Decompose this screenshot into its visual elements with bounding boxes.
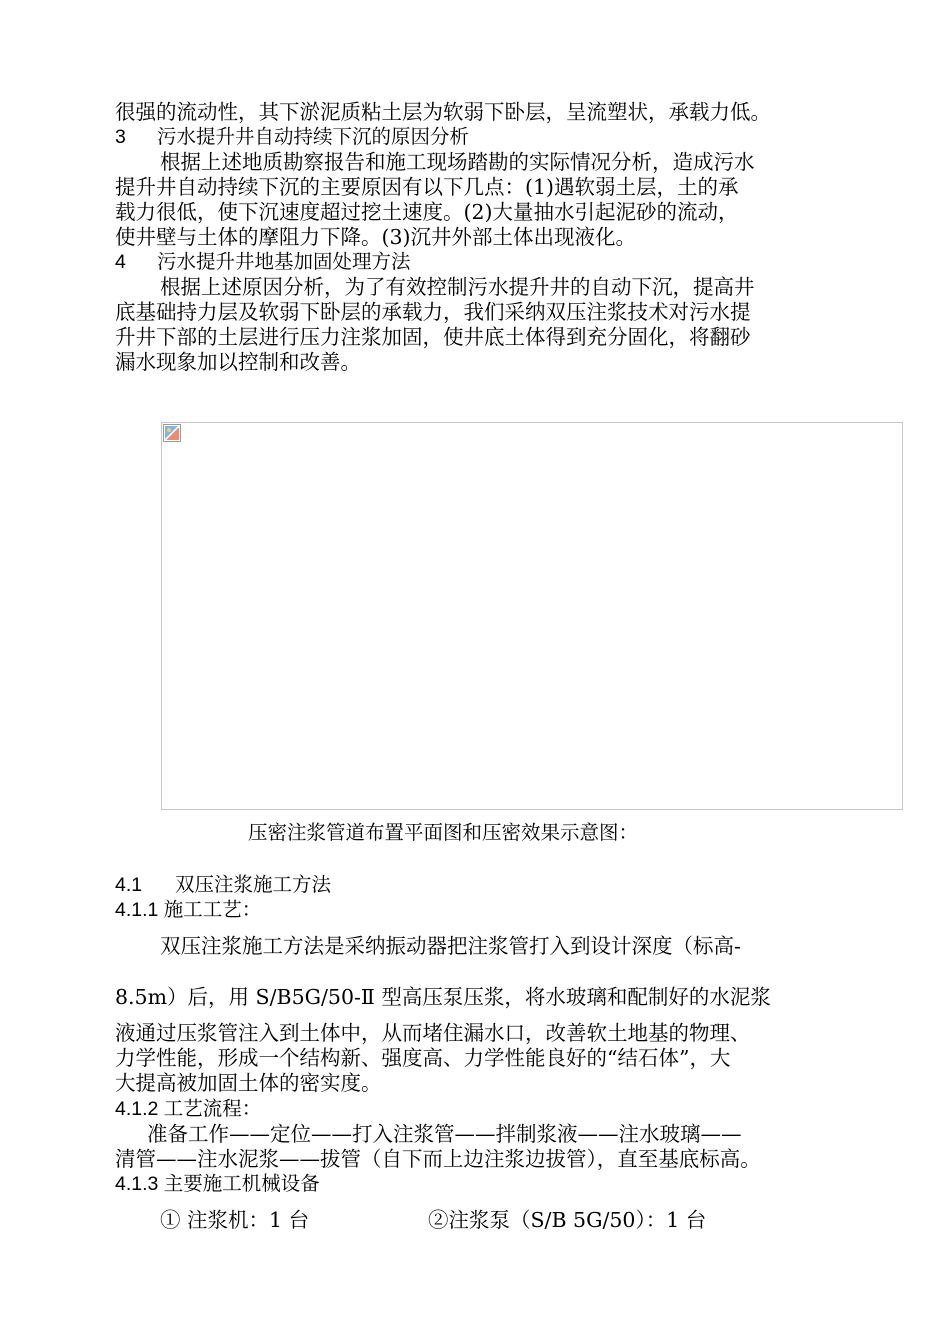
paragraph-line: 清管——注水泥浆——拔管（自下而上边注浆边拔管），直至基底标高。: [115, 1147, 761, 1171]
section-number: 3: [115, 126, 126, 148]
equipment-list: [160, 1208, 920, 1232]
section-4-1-3-heading: 4.1.3 主要施工机械设备: [115, 1173, 320, 1195]
paragraph-line: 使井壁与土体的摩阻力下降。(3)沉井外部土体出现液化。: [115, 225, 637, 249]
paragraph-line: 大提高被加固土体的密实度。: [115, 1071, 382, 1095]
section-4-1-heading: [115, 873, 875, 897]
section-4-1-2-heading: 4.1.2 工艺流程：: [115, 1098, 262, 1120]
section-title: 污水提升井地基加固处理方法: [157, 251, 411, 273]
broken-image-icon: [163, 424, 181, 442]
paragraph-line: 底基础持力层及软弱下卧层的承载力，我们采纳双压注浆技术对污水提: [115, 300, 751, 324]
section-3-heading: [115, 125, 875, 149]
paragraph-line: 根据上述原因分析，为了有效控制污水提升井的自动下沉，提高井: [160, 275, 755, 299]
paragraph-line: 提升井自动持续下沉的主要原因有以下几点：(1)遇软弱土层，土的承: [115, 175, 739, 199]
paragraph-line: 载力很低，使下沉速度超过挖土速度。(2)大量抽水引起泥砂的流动，: [115, 200, 739, 224]
section-number: 4: [115, 251, 126, 273]
section-title: 双压注浆施工方法: [175, 874, 332, 896]
section-4-1-1-heading: 4.1.1 施工工艺：: [115, 899, 262, 921]
paragraph-line: 升井下部的土层进行压力注浆加固，使井底土体得到充分固化，将翻砂: [115, 325, 751, 349]
paragraph-line: 根据上述地质勘察报告和施工现场踏勘的实际情况分析，造成污水: [160, 150, 755, 174]
paragraph-line: 力学性能，形成一个结构新、强度高、力学性能良好的“结石体”，大: [115, 1046, 731, 1070]
figure-caption: 压密注浆管道布置平面图和压密效果示意图：: [248, 822, 639, 844]
paragraph-line: 很强的流动性，其下淤泥质粘土层为软弱下卧层，呈流塑状，承载力低。: [115, 100, 771, 124]
equipment-item: ②注浆泵（S/B 5G/50）：1 台: [428, 1208, 707, 1232]
section-number: 4.1: [115, 874, 143, 896]
section-4-heading: [115, 250, 875, 274]
section-title: 污水提升井自动持续下沉的原因分析: [157, 126, 470, 148]
figure-image-placeholder: [161, 422, 903, 810]
equipment-item: ① 注浆机：1 台: [160, 1208, 310, 1232]
paragraph-line: 漏水现象加以控制和改善。: [115, 350, 361, 374]
paragraph-line: 液通过压浆管注入到土体中，从而堵住漏水口，改善软土地基的物理、: [115, 1021, 751, 1045]
paragraph-line: 8.5m）后，用 S/B5G/50-Ⅱ 型高压泵压浆，将水玻璃和配制好的水泥浆: [115, 985, 771, 1009]
paragraph-line: 双压注浆施工方法是采纳振动器把注浆管打入到设计深度（标高-: [160, 934, 741, 958]
paragraph-line: 准备工作——定位——打入注浆管——拌制浆液——注水玻璃——: [147, 1122, 742, 1146]
